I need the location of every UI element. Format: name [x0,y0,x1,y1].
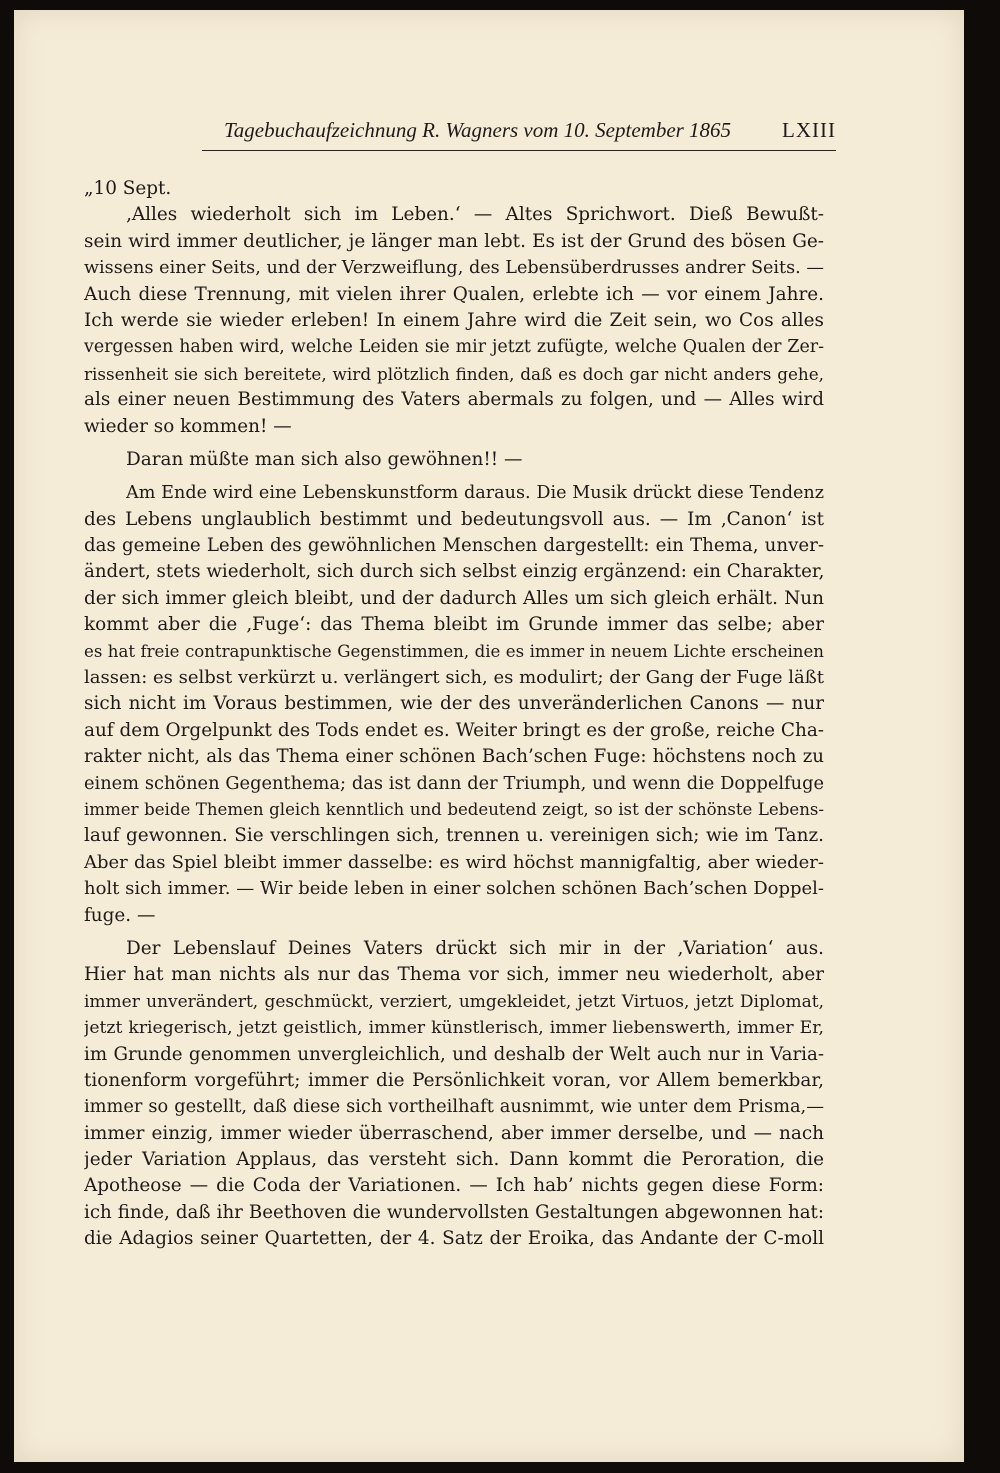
text-line: ändert, stets wiederholt, sich durch sich selbst einzig ergänzend: ein Charakter, [84,561,824,583]
text-line: fuge. — [84,904,156,926]
text-line: Auch diese Trennung, mit vielen ihrer Qualen, erlebte ich — vor einem Jahre. [84,283,824,305]
text-line: Der Lebenslauf Deines Vaters drückt sich mir in der ‚Variation‘ aus. [126,937,824,959]
text-line: wieder so kommen! — [84,415,292,437]
text-line: wissens einer Seits, und der Verzweiflung, des Lebensüberdrusses andrer Seits. — [84,258,824,279]
text-line: tionenform vorgeführt; immer die Persönlichkeit voran, vor Allem bemerkbar, [84,1069,824,1091]
text-line: lassen: es selbst verkürzt u. verlängert sich, es modulirt; der Gang der Fuge läßt [84,667,824,689]
text-line: rakter nicht, als das Thema einer schönen Bach’schen Fuge: höchstens noch zu [84,746,824,768]
text-line: jeder Variation Applaus, das versteht sich. Dann kommt die Peroration, die [84,1149,824,1171]
text-line: die Adagios seiner Quartetten, der 4. Satz der Eroika, das Andante der C-moll [84,1228,824,1250]
text-line: rissenheit sie sich bereitete, wird plötzlich finden, daß es doch gar nicht anders gehe, [84,363,824,384]
text-line: als einer neuen Bestimmung des Vaters abermals zu folgen, und — Alles wird [84,389,824,411]
text-line: ich finde, daß ihr Beethoven die wundervollsten Gestaltungen abgewonnen hat: [84,1201,824,1223]
text-line: sich nicht im Voraus bestimmen, wie der des unveränderlichen Canons — nur [84,693,824,715]
running-header [202,114,836,151]
text-line: Am Ende wird eine Lebenskunstform daraus. Die Musik drückt diese Tendenz [126,483,824,504]
text-line: Aber das Spiel bleibt immer dasselbe: es wird höchst mannigfaltig, aber wieder- [84,851,824,873]
text-line: Ich werde sie wieder erleben! In einem Jahre wird die Zeit sein, wo Cos alles [84,309,824,331]
text-line: das gemeine Leben des gewöhnlichen Menschen dargestellt: ein Thema, unver- [84,535,824,557]
text-line: immer beide Themen gleich kenntlich und bedeutend zeigt, so ist der schönste Lebens- [84,799,824,819]
text-line: „10 Sept. [84,178,172,199]
text-line: Daran müßte man sich also gewöhnen!! — [126,448,523,470]
page-number: LXIII [782,118,836,142]
diary-text [84,176,824,1253]
header-title: Tagebuchaufzeichnung R. Wagners vom 10. September 1865 [224,118,732,142]
text-line: ‚Alles wiederholt sich im Leben.‘ — Altes Sprichwort. Dieß Bewußt- [126,204,824,226]
text-line: im Grunde genommen unvergleichlich, und deshalb der Welt auch nur in Varia- [84,1043,824,1065]
text-line: lauf gewonnen. Sie verschlingen sich, trennen u. vereinigen sich; wie im Tanz. [84,825,824,847]
text-line: vergessen haben wird, welche Leiden sie mir jetzt zufügte, welche Qualen der Zer- [84,337,824,358]
text-line: immer unverändert, geschmückt, verziert, umgekleidet, jetzt Virtuos, jetzt Diplomat, [84,991,824,1012]
text-line: einem schönen Gegenthema; das ist dann der Triumph, und wenn die Doppelfuge [84,772,824,794]
text-line: es hat freie contrapunktische Gegenstimmen, die es immer in neuem Lichte erscheinen [84,641,824,661]
text-line: der sich immer gleich bleibt, und der dadurch Alles um sich gleich erhält. Nun [84,587,824,609]
text-line: kommt aber die ‚Fuge‘: das Thema bleibt im Grunde immer das selbe; aber [84,614,824,636]
text-line: immer einzig, immer wieder überraschend, aber immer derselbe, und — nach [84,1122,824,1144]
text-line: holt sich immer. — Wir beide leben in einer solchen schönen Bach’schen Doppel- [84,878,824,900]
text-line: Apotheose — die Coda der Variationen. — Ich hab’ nichts gegen diese Form: [84,1175,824,1197]
text-line: jetzt kriegerisch, jetzt geistlich, immer künstlerisch, immer liebenswerth, immer Er, [84,1018,824,1039]
text-line: Hier hat man nichts als nur das Thema vor sich, immer neu wiederholt, aber [84,964,824,986]
text-line: immer so gestellt, daß diese sich vortheilhaft ausnimmt, wie unter dem Prisma,— [84,1096,824,1118]
text-line: des Lebens unglaublich bestimmt und bedeutungsvoll aus. — Im ‚Canon‘ ist [84,508,824,530]
text-line: sein wird immer deutlicher, je länger man lebt. Es ist der Grund des bösen Ge- [84,230,824,252]
text-line: auf dem Orgelpunkt des Tods endet es. Weiter bringt es der große, reiche Cha- [84,719,824,741]
